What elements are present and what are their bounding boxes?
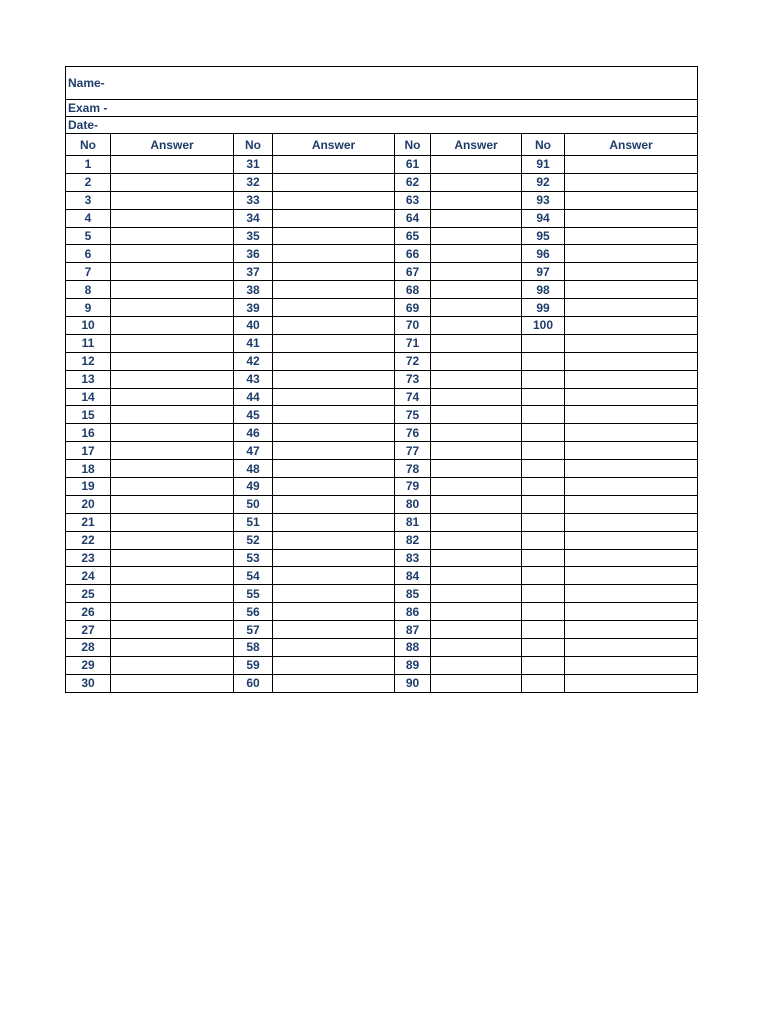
question-number: 81 <box>395 513 431 531</box>
answer-cell[interactable] <box>273 317 395 335</box>
question-number: 34 <box>234 209 273 227</box>
answer-cell[interactable] <box>431 245 522 263</box>
question-number: 98 <box>522 281 565 299</box>
answer-cell[interactable] <box>431 406 522 424</box>
question-number: 29 <box>66 656 111 674</box>
question-number: 13 <box>66 370 111 388</box>
question-number: 87 <box>395 621 431 639</box>
question-number: 100 <box>522 317 565 335</box>
answer-cell[interactable] <box>431 603 522 621</box>
question-number <box>522 370 565 388</box>
question-number: 72 <box>395 352 431 370</box>
answer-cell[interactable] <box>273 585 395 603</box>
question-number: 2 <box>66 173 111 191</box>
answer-cell[interactable] <box>273 442 395 460</box>
answer-cell <box>565 334 698 352</box>
question-number: 16 <box>66 424 111 442</box>
question-number: 58 <box>234 639 273 657</box>
table-row <box>66 656 698 674</box>
answer-cell[interactable] <box>431 388 522 406</box>
question-number: 70 <box>395 317 431 335</box>
answer-cell <box>565 370 698 388</box>
question-number: 7 <box>66 263 111 281</box>
answer-cell[interactable] <box>111 656 234 674</box>
answer-cell <box>565 424 698 442</box>
table-row <box>66 621 698 639</box>
answer-cell[interactable] <box>565 263 698 281</box>
question-number: 96 <box>522 245 565 263</box>
answer-cell <box>565 495 698 513</box>
question-number: 14 <box>66 388 111 406</box>
answer-cell[interactable] <box>111 674 234 692</box>
name-row <box>66 67 698 100</box>
answer-cell[interactable] <box>431 674 522 692</box>
answer-cell[interactable] <box>431 370 522 388</box>
answer-cell[interactable] <box>431 531 522 549</box>
question-number: 64 <box>395 209 431 227</box>
answer-cell[interactable] <box>565 227 698 245</box>
question-number <box>522 495 565 513</box>
question-number: 44 <box>234 388 273 406</box>
table-row <box>66 585 698 603</box>
question-number: 59 <box>234 656 273 674</box>
exam-row <box>66 100 698 117</box>
answer-cell[interactable] <box>273 173 395 191</box>
table-row <box>66 674 698 692</box>
date-field[interactable] <box>66 117 698 134</box>
question-number: 39 <box>234 299 273 317</box>
answer-cell[interactable] <box>431 656 522 674</box>
answer-cell[interactable] <box>273 656 395 674</box>
question-number <box>522 334 565 352</box>
question-number: 49 <box>234 478 273 496</box>
table-row <box>66 281 698 299</box>
question-number: 53 <box>234 549 273 567</box>
answer-cell <box>565 549 698 567</box>
table-row <box>66 603 698 621</box>
question-number: 43 <box>234 370 273 388</box>
question-number: 67 <box>395 263 431 281</box>
answer-cell[interactable] <box>565 191 698 209</box>
question-number: 91 <box>522 156 565 174</box>
question-number: 46 <box>234 424 273 442</box>
question-number: 40 <box>234 317 273 335</box>
answer-cell[interactable] <box>273 388 395 406</box>
answer-cell[interactable] <box>273 460 395 478</box>
table-row <box>66 263 698 281</box>
answer-cell[interactable] <box>273 299 395 317</box>
question-number: 8 <box>66 281 111 299</box>
answer-cell[interactable] <box>111 585 234 603</box>
column-header-no: No <box>395 134 431 156</box>
answer-cell[interactable] <box>273 406 395 424</box>
table-row <box>66 317 698 335</box>
answer-cell[interactable] <box>565 173 698 191</box>
table-row <box>66 442 698 460</box>
answer-cell[interactable] <box>565 281 698 299</box>
question-number <box>522 424 565 442</box>
answer-cell[interactable] <box>111 424 234 442</box>
question-number: 42 <box>234 352 273 370</box>
answer-cell[interactable] <box>111 227 234 245</box>
answer-cell[interactable] <box>431 227 522 245</box>
question-number: 5 <box>66 227 111 245</box>
answer-cell[interactable] <box>111 495 234 513</box>
column-header-answer: Answer <box>111 134 234 156</box>
table-row <box>66 513 698 531</box>
answer-cell[interactable] <box>431 317 522 335</box>
answer-cell <box>565 406 698 424</box>
question-number: 62 <box>395 173 431 191</box>
column-header-answer: Answer <box>431 134 522 156</box>
answer-cell[interactable] <box>431 281 522 299</box>
question-number: 45 <box>234 406 273 424</box>
answer-cell[interactable] <box>273 156 395 174</box>
answer-cell[interactable] <box>431 442 522 460</box>
question-number: 63 <box>395 191 431 209</box>
question-number: 78 <box>395 460 431 478</box>
question-number <box>522 656 565 674</box>
question-number: 93 <box>522 191 565 209</box>
table-row <box>66 227 698 245</box>
question-number: 60 <box>234 674 273 692</box>
question-number <box>522 674 565 692</box>
answer-cell[interactable] <box>273 281 395 299</box>
question-number: 12 <box>66 352 111 370</box>
table-row <box>66 531 698 549</box>
question-number: 75 <box>395 406 431 424</box>
answer-cell <box>565 585 698 603</box>
column-header-answer: Answer <box>273 134 395 156</box>
question-number <box>522 352 565 370</box>
answer-cell[interactable] <box>111 639 234 657</box>
answer-cell[interactable] <box>273 567 395 585</box>
answer-cell[interactable] <box>273 370 395 388</box>
table-row <box>66 460 698 478</box>
answer-cell <box>565 531 698 549</box>
question-number: 95 <box>522 227 565 245</box>
answer-cell[interactable] <box>273 209 395 227</box>
table-row <box>66 388 698 406</box>
answer-cell <box>565 478 698 496</box>
question-number: 79 <box>395 478 431 496</box>
table-row <box>66 567 698 585</box>
table-row <box>66 478 698 496</box>
question-number: 9 <box>66 299 111 317</box>
answer-cell[interactable] <box>431 495 522 513</box>
question-number: 86 <box>395 603 431 621</box>
answer-cell[interactable] <box>431 299 522 317</box>
question-number: 88 <box>395 639 431 657</box>
answer-cell[interactable] <box>111 478 234 496</box>
question-number: 10 <box>66 317 111 335</box>
answer-cell[interactable] <box>273 674 395 692</box>
exam-field[interactable] <box>66 100 698 117</box>
question-number: 57 <box>234 621 273 639</box>
question-number: 82 <box>395 531 431 549</box>
table-row <box>66 173 698 191</box>
question-number: 37 <box>234 263 273 281</box>
question-number <box>522 603 565 621</box>
answer-cell[interactable] <box>565 317 698 335</box>
answer-cell[interactable] <box>111 603 234 621</box>
answer-cell[interactable] <box>111 245 234 263</box>
question-number: 3 <box>66 191 111 209</box>
answer-cell[interactable] <box>431 478 522 496</box>
answer-cell[interactable] <box>431 549 522 567</box>
question-number: 55 <box>234 585 273 603</box>
date-row <box>66 117 698 134</box>
question-number: 27 <box>66 621 111 639</box>
question-number: 99 <box>522 299 565 317</box>
question-number: 51 <box>234 513 273 531</box>
question-number: 48 <box>234 460 273 478</box>
answer-cell[interactable] <box>111 334 234 352</box>
answer-cell <box>565 352 698 370</box>
answer-cell[interactable] <box>111 567 234 585</box>
question-number <box>522 531 565 549</box>
question-number: 66 <box>395 245 431 263</box>
question-number: 32 <box>234 173 273 191</box>
question-number: 25 <box>66 585 111 603</box>
question-number: 65 <box>395 227 431 245</box>
question-number: 83 <box>395 549 431 567</box>
question-number <box>522 639 565 657</box>
table-row <box>66 209 698 227</box>
answer-cell[interactable] <box>431 513 522 531</box>
question-number: 85 <box>395 585 431 603</box>
question-number: 89 <box>395 656 431 674</box>
question-number: 56 <box>234 603 273 621</box>
question-number <box>522 478 565 496</box>
question-number: 94 <box>522 209 565 227</box>
answer-cell <box>565 460 698 478</box>
answer-cell[interactable] <box>111 317 234 335</box>
question-number: 11 <box>66 334 111 352</box>
answer-cell[interactable] <box>273 227 395 245</box>
answer-cell[interactable] <box>431 639 522 657</box>
answer-cell[interactable] <box>273 191 395 209</box>
question-number: 23 <box>66 549 111 567</box>
question-number: 41 <box>234 334 273 352</box>
question-number <box>522 567 565 585</box>
question-number: 71 <box>395 334 431 352</box>
column-header-answer: Answer <box>565 134 698 156</box>
question-number: 54 <box>234 567 273 585</box>
question-number: 36 <box>234 245 273 263</box>
table-row <box>66 191 698 209</box>
answer-cell[interactable] <box>273 478 395 496</box>
question-number: 68 <box>395 281 431 299</box>
answer-cell <box>565 621 698 639</box>
table-row <box>66 245 698 263</box>
table-row <box>66 639 698 657</box>
name-field[interactable] <box>66 67 698 100</box>
answer-cell[interactable] <box>111 388 234 406</box>
question-number <box>522 585 565 603</box>
answer-cell[interactable] <box>431 156 522 174</box>
question-number: 84 <box>395 567 431 585</box>
table-row <box>66 549 698 567</box>
question-number: 92 <box>522 173 565 191</box>
answer-cell <box>565 639 698 657</box>
answer-cell[interactable] <box>431 263 522 281</box>
answer-cell <box>565 603 698 621</box>
question-number: 26 <box>66 603 111 621</box>
table-row <box>66 299 698 317</box>
answer-cell <box>565 513 698 531</box>
answer-cell[interactable] <box>431 460 522 478</box>
question-number: 77 <box>395 442 431 460</box>
answer-cell[interactable] <box>431 352 522 370</box>
answer-cell[interactable] <box>111 513 234 531</box>
question-number: 50 <box>234 495 273 513</box>
answer-cell[interactable] <box>273 621 395 639</box>
name-label: Name- <box>68 76 105 90</box>
column-header-no: No <box>522 134 565 156</box>
answer-cell[interactable] <box>273 352 395 370</box>
answer-cell[interactable] <box>111 370 234 388</box>
question-number <box>522 388 565 406</box>
answer-cell[interactable] <box>273 495 395 513</box>
question-number: 80 <box>395 495 431 513</box>
exam-label: Exam - <box>68 101 108 115</box>
question-number: 73 <box>395 370 431 388</box>
question-number: 19 <box>66 478 111 496</box>
question-number: 33 <box>234 191 273 209</box>
answer-cell[interactable] <box>431 173 522 191</box>
question-number <box>522 406 565 424</box>
question-number <box>522 513 565 531</box>
question-number: 69 <box>395 299 431 317</box>
table-row <box>66 156 698 174</box>
table-row <box>66 334 698 352</box>
question-number: 20 <box>66 495 111 513</box>
date-label: Date- <box>68 118 99 132</box>
answer-cell[interactable] <box>565 299 698 317</box>
question-number: 97 <box>522 263 565 281</box>
answer-cell <box>565 674 698 692</box>
answer-cell[interactable] <box>273 245 395 263</box>
answer-cell[interactable] <box>111 621 234 639</box>
answer-cell[interactable] <box>431 621 522 639</box>
question-number: 74 <box>395 388 431 406</box>
question-number <box>522 549 565 567</box>
question-number: 35 <box>234 227 273 245</box>
answer-cell[interactable] <box>111 352 234 370</box>
answer-cell[interactable] <box>111 531 234 549</box>
table-row <box>66 370 698 388</box>
answer-cell[interactable] <box>431 191 522 209</box>
question-number: 4 <box>66 209 111 227</box>
column-header-no: No <box>234 134 273 156</box>
answer-cell <box>565 656 698 674</box>
answer-cell[interactable] <box>111 406 234 424</box>
question-number: 47 <box>234 442 273 460</box>
answer-cell <box>565 442 698 460</box>
question-number: 52 <box>234 531 273 549</box>
table-row <box>66 495 698 513</box>
answer-cell[interactable] <box>431 209 522 227</box>
question-number: 18 <box>66 460 111 478</box>
answer-cell[interactable] <box>111 191 234 209</box>
question-number: 90 <box>395 674 431 692</box>
question-number: 61 <box>395 156 431 174</box>
table-row <box>66 424 698 442</box>
answer-cell[interactable] <box>111 442 234 460</box>
table-row <box>66 406 698 424</box>
answer-cell[interactable] <box>273 549 395 567</box>
answer-cell[interactable] <box>431 334 522 352</box>
answer-cell[interactable] <box>565 156 698 174</box>
question-number: 24 <box>66 567 111 585</box>
column-header-no: No <box>66 134 111 156</box>
question-number <box>522 621 565 639</box>
answer-cell[interactable] <box>273 263 395 281</box>
table-row <box>66 352 698 370</box>
question-number: 6 <box>66 245 111 263</box>
question-number <box>522 460 565 478</box>
answer-cell[interactable] <box>273 639 395 657</box>
question-number: 30 <box>66 674 111 692</box>
answer-cell[interactable] <box>273 424 395 442</box>
question-number: 22 <box>66 531 111 549</box>
column-header-row <box>66 134 698 156</box>
answer-cell[interactable] <box>431 585 522 603</box>
question-number: 31 <box>234 156 273 174</box>
answer-cell[interactable] <box>273 334 395 352</box>
answer-cell[interactable] <box>431 567 522 585</box>
answer-cell[interactable] <box>431 424 522 442</box>
answer-cell[interactable] <box>111 263 234 281</box>
question-number: 76 <box>395 424 431 442</box>
answer-cell <box>565 388 698 406</box>
answer-cell[interactable] <box>111 156 234 174</box>
question-number: 17 <box>66 442 111 460</box>
answer-cell <box>565 567 698 585</box>
answer-cell[interactable] <box>565 209 698 227</box>
answer-cell[interactable] <box>111 460 234 478</box>
answer-cell[interactable] <box>111 173 234 191</box>
answer-cell[interactable] <box>111 549 234 567</box>
answer-cell[interactable] <box>273 531 395 549</box>
answer-cell[interactable] <box>273 603 395 621</box>
question-number: 28 <box>66 639 111 657</box>
answer-cell[interactable] <box>565 245 698 263</box>
question-number: 38 <box>234 281 273 299</box>
question-number: 15 <box>66 406 111 424</box>
answer-sheet-table <box>65 66 698 693</box>
answer-cell[interactable] <box>111 281 234 299</box>
question-number: 1 <box>66 156 111 174</box>
answer-cell[interactable] <box>111 299 234 317</box>
answer-cell[interactable] <box>111 209 234 227</box>
question-number: 21 <box>66 513 111 531</box>
answer-cell[interactable] <box>273 513 395 531</box>
question-number <box>522 442 565 460</box>
